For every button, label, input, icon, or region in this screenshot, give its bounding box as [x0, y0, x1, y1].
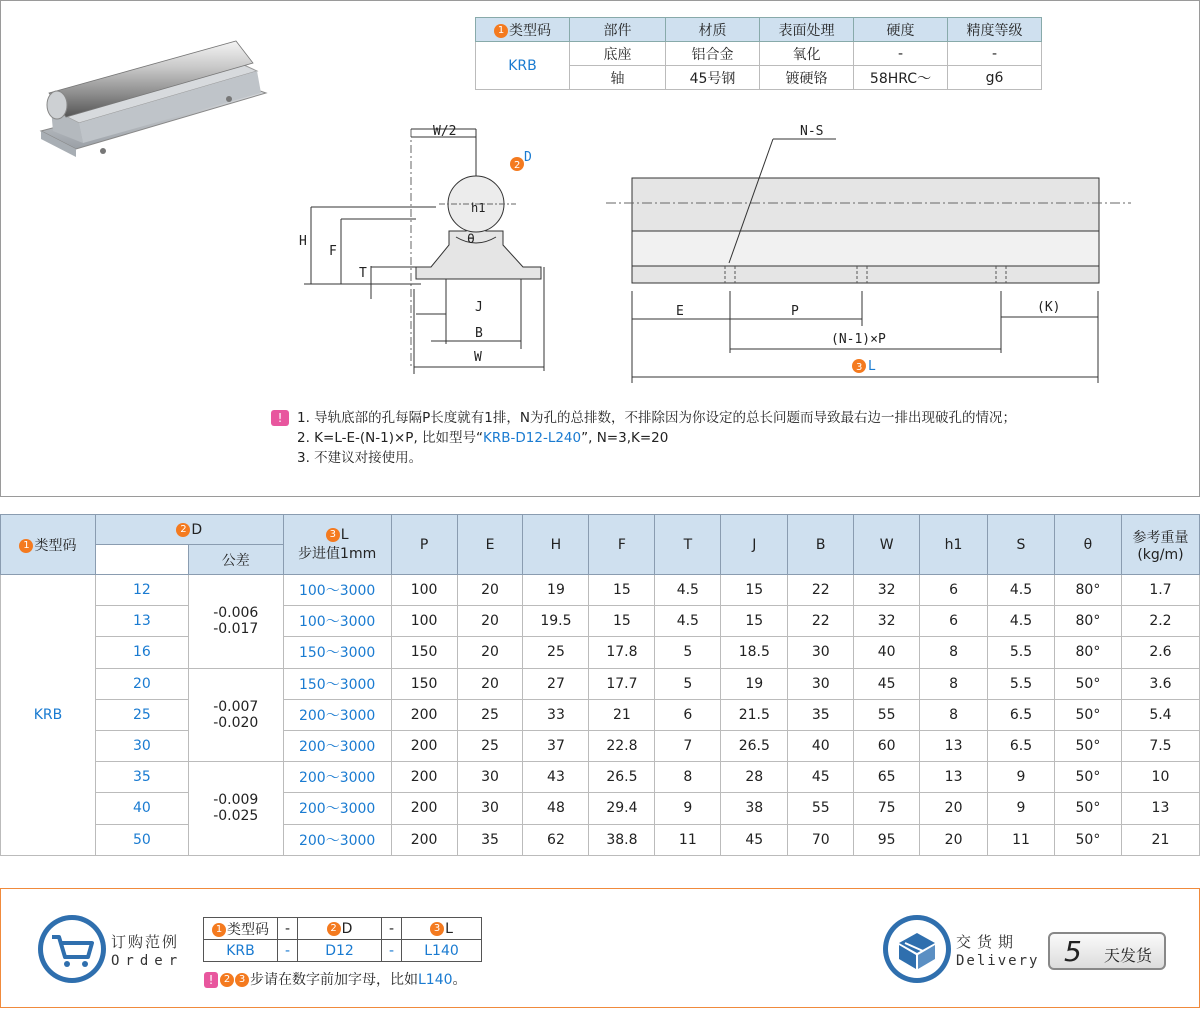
- info-icon: !: [204, 972, 218, 988]
- cell: 19: [721, 668, 788, 699]
- mat-header-type: 1 类型码: [476, 18, 570, 42]
- cell: 20: [457, 575, 523, 606]
- cell-d: 25: [95, 699, 188, 730]
- table-row: [1, 762, 1200, 793]
- cell-d: 13: [95, 606, 188, 637]
- cell: 43: [523, 762, 589, 793]
- cell: 7: [655, 730, 721, 761]
- spec-header-col: S: [988, 515, 1055, 575]
- spec-header-col: P: [391, 515, 457, 575]
- notes: [271, 408, 1016, 468]
- cell-l: 200～3000: [283, 730, 391, 761]
- cell: 200: [391, 824, 457, 855]
- cell: 200: [391, 762, 457, 793]
- label-k: (K): [1037, 300, 1061, 315]
- badge-3-icon: 3: [856, 362, 863, 373]
- cell: 20: [457, 668, 523, 699]
- delivery-title-en: Delivery: [956, 953, 1040, 969]
- mat-header-surface: 表面处理: [760, 18, 854, 42]
- cell: 4.5: [655, 575, 721, 606]
- spec-header-type: 1 类型码: [1, 515, 96, 575]
- cell: 17.8: [589, 637, 655, 668]
- label-t: T: [359, 266, 367, 281]
- cell: 20: [920, 793, 988, 824]
- cell: 21.5: [721, 699, 788, 730]
- cell: 8: [920, 637, 988, 668]
- mat-cell: -: [948, 42, 1042, 66]
- label-j: J: [475, 300, 483, 315]
- cell: 20: [457, 606, 523, 637]
- note-line-1: ! 1. 导轨底部的孔每隔P长度就有1排，N为孔的总排数，不排除因为你设定的总长问题而导致最右边一排出现破孔的情况；: [271, 408, 1016, 428]
- cell: 70: [788, 824, 854, 855]
- badge-2-icon: 2: [514, 160, 521, 171]
- cell: 26.5: [589, 762, 655, 793]
- cell: 22: [788, 606, 854, 637]
- cell: 26.5: [721, 730, 788, 761]
- order-panel: [0, 888, 1200, 1008]
- label-f: F: [329, 244, 337, 259]
- cell: 11: [655, 824, 721, 855]
- cell: 60: [854, 730, 920, 761]
- table-row: [1, 575, 1200, 606]
- label-ns: N-S: [800, 124, 824, 139]
- cell: 25: [457, 699, 523, 730]
- cell-l: 200～3000: [283, 699, 391, 730]
- cell: 200: [391, 793, 457, 824]
- cell-d: 30: [95, 730, 188, 761]
- cell: 19: [523, 575, 589, 606]
- cell: 6: [920, 606, 988, 637]
- info-icon: !: [271, 410, 289, 426]
- cell: 6: [920, 575, 988, 606]
- order-header: 1 类型码: [204, 918, 278, 940]
- cell-d: 35: [95, 762, 188, 793]
- order-header: -: [278, 918, 298, 940]
- cell: 50°: [1054, 824, 1121, 855]
- table-row: [1, 824, 1200, 855]
- label-theta: θ: [467, 232, 475, 247]
- cell: 80°: [1054, 637, 1121, 668]
- cell: 40: [788, 730, 854, 761]
- cell: 5: [655, 668, 721, 699]
- spec-header-col: H: [523, 515, 589, 575]
- order-value: -: [382, 940, 402, 962]
- label-w: W: [474, 350, 482, 365]
- label-d: D: [524, 150, 532, 165]
- cell: 38.8: [589, 824, 655, 855]
- badge-3-icon: 3: [235, 973, 249, 987]
- badge-3-icon: 3: [430, 922, 444, 936]
- badge-2-icon: 2: [327, 922, 341, 936]
- cell: 28: [721, 762, 788, 793]
- cell-l: 200～3000: [283, 824, 391, 855]
- cell: 10: [1121, 762, 1199, 793]
- badge-3-icon: 3: [326, 528, 340, 542]
- label-w-half: W/2: [433, 124, 457, 139]
- mat-cell: 45号钢: [666, 66, 760, 90]
- delivery-box-icon: [881, 913, 953, 985]
- label-n1p: (N-1)×P: [831, 332, 886, 347]
- badge-2-icon: 2: [176, 523, 190, 537]
- mat-cell: g6: [948, 66, 1042, 90]
- cell: 200: [391, 730, 457, 761]
- label-b: B: [475, 326, 483, 341]
- cell: 25: [457, 730, 523, 761]
- spec-header-blank: [95, 545, 188, 575]
- cell: 6.5: [988, 730, 1055, 761]
- mat-cell: 铝合金: [666, 42, 760, 66]
- spec-header-col: θ: [1054, 515, 1121, 575]
- delivery-days-label: 天发货: [1104, 946, 1153, 965]
- cell-d: 12: [95, 575, 188, 606]
- cell: 55: [854, 699, 920, 730]
- cell: 8: [920, 699, 988, 730]
- cell: 150: [391, 668, 457, 699]
- cell: 30: [788, 637, 854, 668]
- drawing-panel: [0, 0, 1200, 497]
- cell-d: 40: [95, 793, 188, 824]
- cell: 65: [854, 762, 920, 793]
- spec-table: [0, 514, 1200, 856]
- order-value: L140: [402, 940, 482, 962]
- mat-cell: -: [854, 42, 948, 66]
- label-h: H: [299, 234, 307, 249]
- order-title-en: Order: [111, 953, 184, 969]
- order-note: ! 2 3 步请在数字前加字母，比如L140。: [204, 969, 467, 989]
- spec-header-d: 2 D: [95, 515, 283, 545]
- badge-1-icon: 1: [494, 24, 508, 38]
- cell: 30: [457, 793, 523, 824]
- cell: 50°: [1054, 699, 1121, 730]
- order-table: [203, 917, 482, 962]
- cell: 22.8: [589, 730, 655, 761]
- cell: 150: [391, 637, 457, 668]
- mat-header-part: 部件: [570, 18, 666, 42]
- cell: 95: [854, 824, 920, 855]
- tol-group: -0.006 -0.017: [188, 575, 283, 669]
- cell: 1.7: [1121, 575, 1199, 606]
- cell: 4.5: [988, 606, 1055, 637]
- cell: 2.2: [1121, 606, 1199, 637]
- cell: 100: [391, 606, 457, 637]
- table-row: [1, 699, 1200, 730]
- side-view-drawing: [601, 121, 1141, 386]
- spec-header-col: F: [589, 515, 655, 575]
- cell: 9: [988, 793, 1055, 824]
- cell: 2.6: [1121, 637, 1199, 668]
- cross-section-drawing: [291, 119, 571, 389]
- cell: 50°: [1054, 730, 1121, 761]
- spec-header-tol: 公差: [188, 545, 283, 575]
- cell: 35: [457, 824, 523, 855]
- mat-cell: 58HRC～: [854, 66, 948, 90]
- table-row: [1, 793, 1200, 824]
- cell: 5.5: [988, 668, 1055, 699]
- cell-l: 150～3000: [283, 637, 391, 668]
- cell: 38: [721, 793, 788, 824]
- cell: 5.5: [988, 637, 1055, 668]
- cell: 33: [523, 699, 589, 730]
- cell: 11: [988, 824, 1055, 855]
- cell: 17.7: [589, 668, 655, 699]
- order-header: -: [382, 918, 402, 940]
- cell: 45: [788, 762, 854, 793]
- cell: 75: [854, 793, 920, 824]
- note-line-3: 3. 不建议对接使用。: [297, 450, 423, 466]
- mat-type-code: KRB: [476, 42, 570, 90]
- spec-header-weight: 参考重量 (kg/m): [1121, 515, 1199, 575]
- cell: 20: [920, 824, 988, 855]
- cell-l: 100～3000: [283, 575, 391, 606]
- mat-cell: 氧化: [760, 42, 854, 66]
- table-row: [1, 606, 1200, 637]
- cell: 100: [391, 575, 457, 606]
- label-e: E: [676, 304, 684, 319]
- cell: 21: [589, 699, 655, 730]
- cell: 27: [523, 668, 589, 699]
- cell: 13: [920, 730, 988, 761]
- tol-group: -0.009 -0.025: [188, 762, 283, 856]
- cell: 35: [788, 699, 854, 730]
- cell: 62: [523, 824, 589, 855]
- label-l-group: [852, 359, 876, 374]
- cell: 18.5: [721, 637, 788, 668]
- label-p: P: [791, 304, 799, 319]
- mat-header-hardness: 硬度: [854, 18, 948, 42]
- spec-type-code: KRB: [1, 575, 96, 856]
- cell: 8: [920, 668, 988, 699]
- spec-header-l: 3 L 步进值1mm: [283, 515, 391, 575]
- cell-l: 100～3000: [283, 606, 391, 637]
- cell: 4.5: [655, 606, 721, 637]
- mat-header-material: 材质: [666, 18, 760, 42]
- cell: 55: [788, 793, 854, 824]
- cell: 8: [655, 762, 721, 793]
- mat-header-grade: 精度等级: [948, 18, 1042, 42]
- cell: 80°: [1054, 606, 1121, 637]
- cell: 15: [721, 575, 788, 606]
- cell: 13: [920, 762, 988, 793]
- order-value: -: [278, 940, 298, 962]
- mat-cell: 底座: [570, 42, 666, 66]
- badge-2-icon: 2: [220, 973, 234, 987]
- label-h1: h1: [471, 201, 486, 215]
- cell: 200: [391, 699, 457, 730]
- label-l: L: [868, 359, 876, 374]
- cell-l: 200～3000: [283, 793, 391, 824]
- cell: 50°: [1054, 793, 1121, 824]
- cell: 20: [457, 637, 523, 668]
- table-row: [1, 730, 1200, 761]
- cell: 45: [854, 668, 920, 699]
- material-table: [475, 17, 1042, 90]
- spec-header-col: J: [721, 515, 788, 575]
- spec-header-col: W: [854, 515, 920, 575]
- badge-1-icon: 1: [212, 923, 226, 937]
- delivery-badge: [1048, 932, 1166, 970]
- cell: 25: [523, 637, 589, 668]
- spec-header-col: h1: [920, 515, 988, 575]
- cart-icon: [36, 913, 108, 985]
- note-line-2: 2. K=L-E-(N-1)×P, 比如型号“KRB-D12-L240”, N=3,K=20: [297, 430, 669, 446]
- cell: 30: [457, 762, 523, 793]
- delivery-days: 5: [1064, 935, 1082, 968]
- mat-cell: 轴: [570, 66, 666, 90]
- cell: 15: [589, 606, 655, 637]
- cell: 21: [1121, 824, 1199, 855]
- cell: 9: [988, 762, 1055, 793]
- cell: 32: [854, 606, 920, 637]
- order-value: D12: [298, 940, 382, 962]
- order-header: 3 L: [402, 918, 482, 940]
- cell: 3.6: [1121, 668, 1199, 699]
- cell: 40: [854, 637, 920, 668]
- cell: 80°: [1054, 575, 1121, 606]
- table-row: [1, 637, 1200, 668]
- cell-d: 50: [95, 824, 188, 855]
- cell: 37: [523, 730, 589, 761]
- cell: 32: [854, 575, 920, 606]
- cell: 30: [788, 668, 854, 699]
- spec-header-col: T: [655, 515, 721, 575]
- tol-group: -0.007 -0.020: [188, 668, 283, 762]
- cell: 48: [523, 793, 589, 824]
- cell: 50°: [1054, 762, 1121, 793]
- cell: 50°: [1054, 668, 1121, 699]
- cell-l: 150～3000: [283, 668, 391, 699]
- cell: 13: [1121, 793, 1199, 824]
- cell: 15: [721, 606, 788, 637]
- badge-1-icon: 1: [19, 539, 33, 553]
- cell: 29.4: [589, 793, 655, 824]
- spec-header-col: B: [788, 515, 854, 575]
- cell: 6.5: [988, 699, 1055, 730]
- cell-d: 20: [95, 668, 188, 699]
- cell: 22: [788, 575, 854, 606]
- spec-header-col: E: [457, 515, 523, 575]
- cell: 45: [721, 824, 788, 855]
- order-title: 订购范例: [111, 933, 180, 951]
- cell-l: 200～3000: [283, 762, 391, 793]
- cell: 5.4: [1121, 699, 1199, 730]
- cell: 4.5: [988, 575, 1055, 606]
- cell: 19.5: [523, 606, 589, 637]
- cell: 15: [589, 575, 655, 606]
- cell: 7.5: [1121, 730, 1199, 761]
- label-d-group: [510, 150, 532, 171]
- cell: 6: [655, 699, 721, 730]
- mat-cell: 镀硬铬: [760, 66, 854, 90]
- product-image: [31, 31, 271, 171]
- cell-d: 16: [95, 637, 188, 668]
- order-header: 2 D: [298, 918, 382, 940]
- cell: 5: [655, 637, 721, 668]
- cell: 9: [655, 793, 721, 824]
- delivery-title: 交货期: [956, 933, 1020, 951]
- table-row: [1, 668, 1200, 699]
- order-value: KRB: [204, 940, 278, 962]
